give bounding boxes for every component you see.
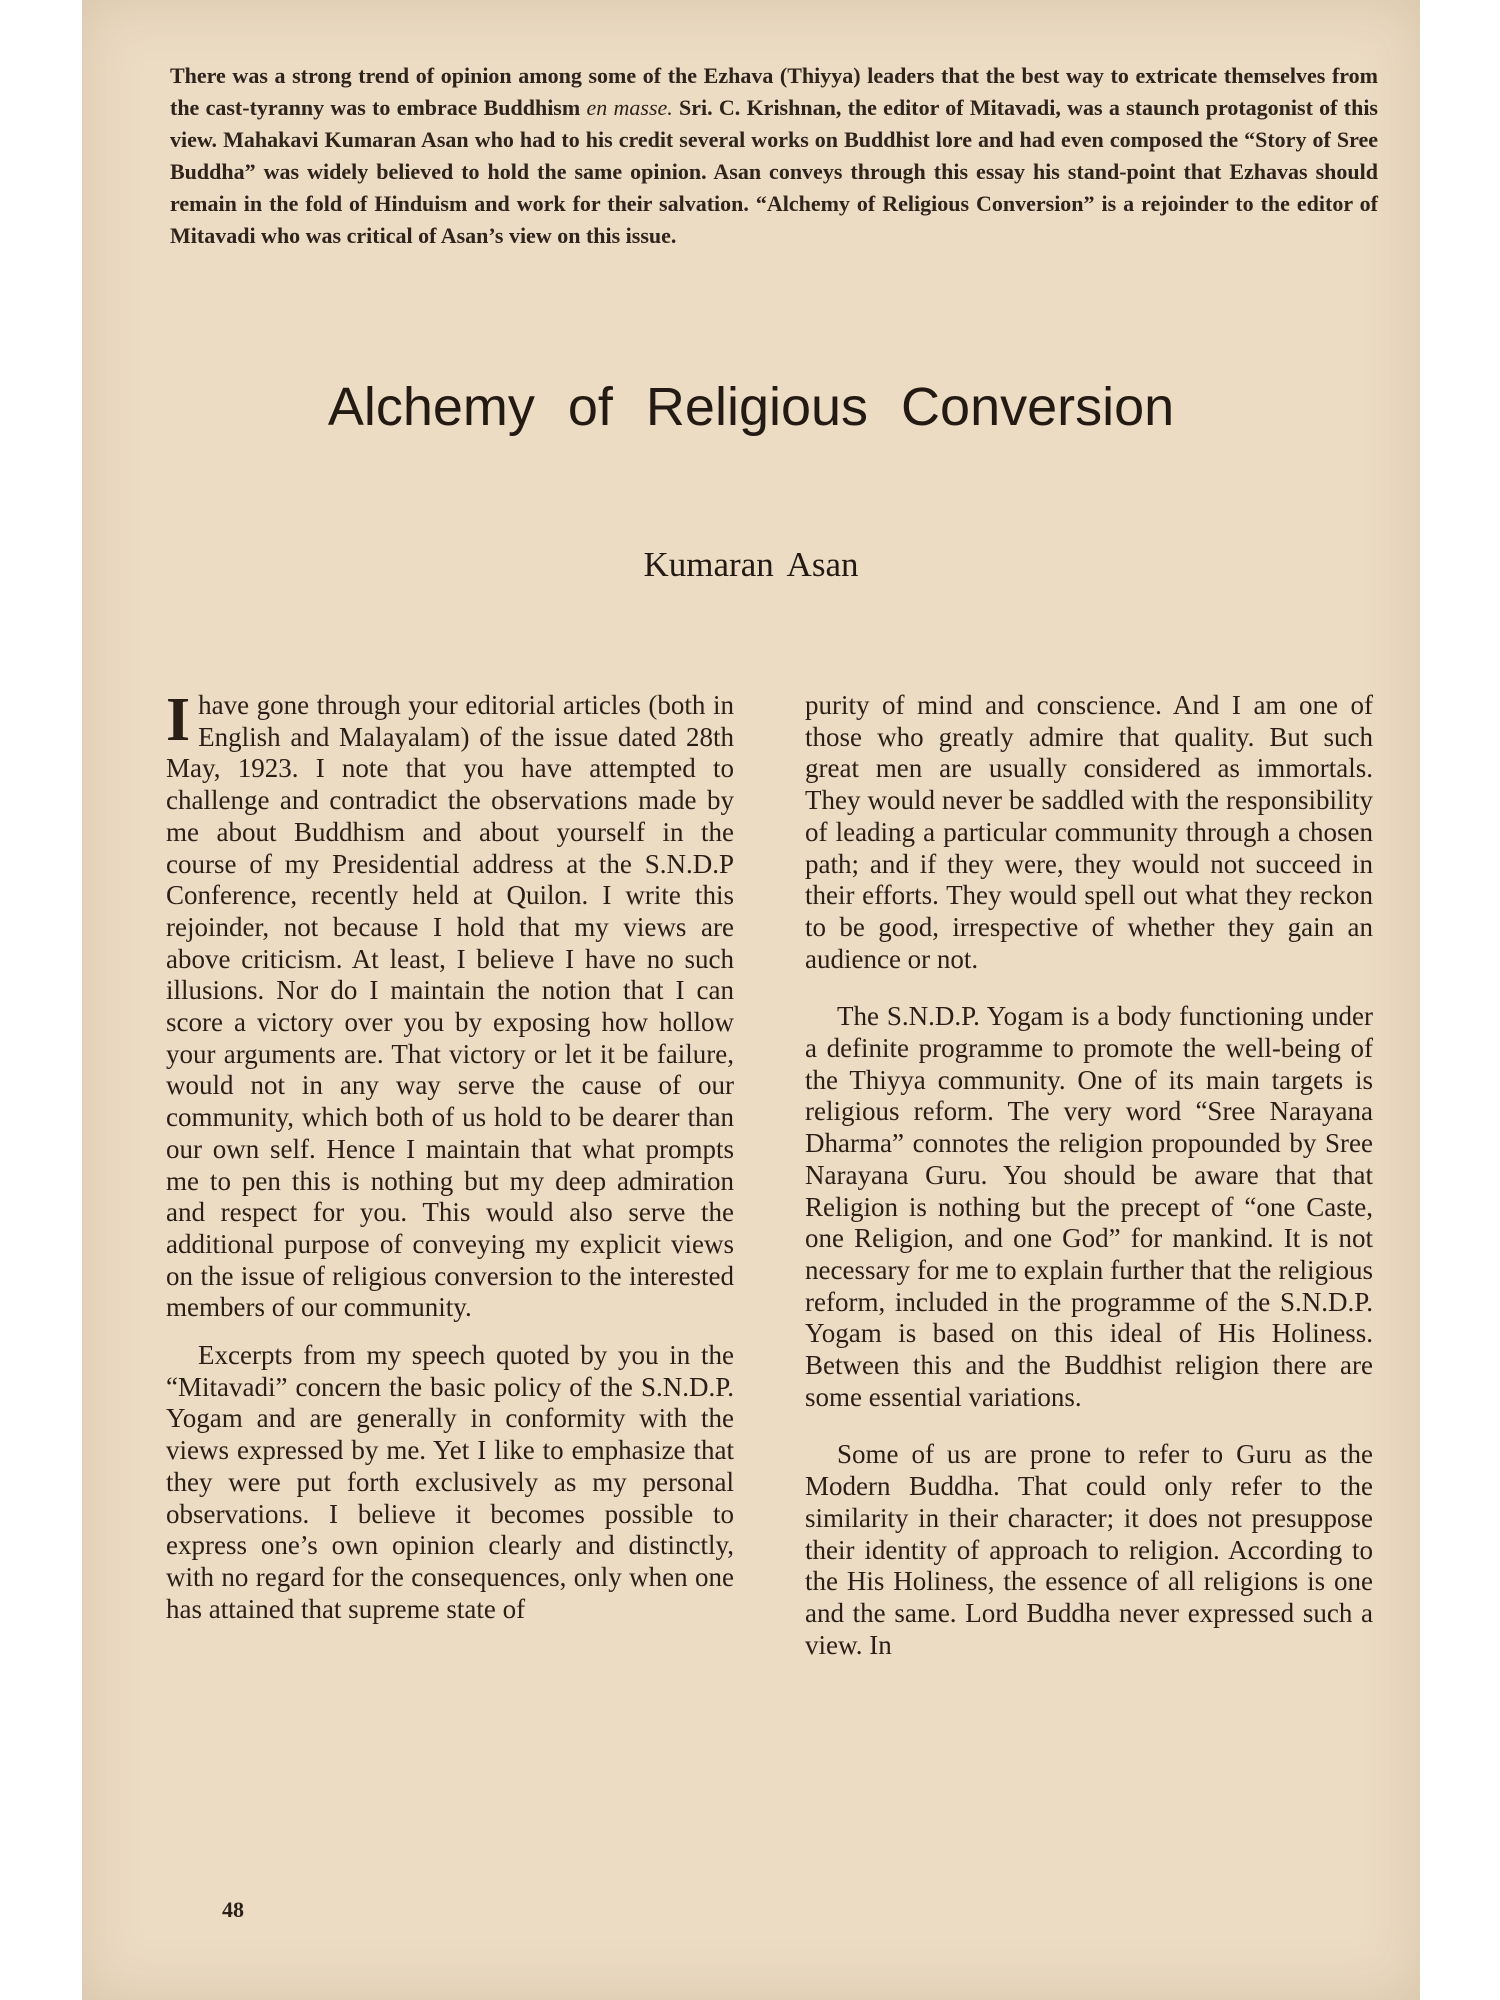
- intro-text-part-2: Sri. C. Krishnan, the editor of Mitavadi, was a staunch protagonist of this view. Mahakavi Kumaran Asan who had to his credit several works on Buddhist lore and had even composed the “Story of Sree Buddha” was widely believed to hold the same opinion. Asan conveys through this essay his stand-point that Ezhavas should remain in the fold of Hinduism and work for their salvation. “Alchemy of Religious Conversion” is a rejoinder to the editor of Mitavadi who was critical of Asan’s view on this issue.: [170, 95, 1378, 248]
- article-title: Alchemy of Religious Conversion: [327, 377, 1175, 437]
- paragraph: Some of us are prone to refer to Guru as the Modern Buddha. That could only refer to the similarity in their character; it does not presuppose their identity of approach to religion. According to the His Holiness, the essence of all religions is one and the same. Lord Buddha never expressed such a view. In: [805, 1439, 1373, 1660]
- paragraph: The S.N.D.P. Yogam is a body functioning under a definite programme to promote the well-being of the Thiyya community. One of its main targets is religious reform. The very word “Sree Narayana Dharma” connotes the religion propounded by Sree Narayana Guru. You should be aware that that Religion is nothing but the precept of “one Caste, one Religion, and one God” for mankind. It is not necessary for me to explain further that the religious reform, included in the programme of the S.N.D.P. Yogam is based on this ideal of His Holiness. Between this and the Buddhist religion there are some essential variations.: [805, 1001, 1373, 1412]
- article-author: Kumaran Asan: [643, 545, 859, 584]
- drop-cap: I: [166, 686, 191, 754]
- intro-italic-phrase: en masse.: [586, 95, 673, 120]
- paragraph: [166, 686, 734, 1324]
- magazine-page: [82, 0, 1420, 2000]
- paragraph: Excerpts from my speech quoted by you in the “Mitavadi” concern the basic policy of the S.N.D.P. Yogam and are generally in conformity with the views expressed by me. Yet I like to emphasize that they were put forth exclusively as my personal observations. I believe it becomes possible to express one’s own opinion clearly and distinctly, with no regard for the consequences, only when one has attained that supreme state of: [166, 1340, 734, 1624]
- right-column: [805, 690, 1373, 1661]
- editorial-intro-note: [170, 60, 1378, 252]
- page-number: 48: [222, 1897, 244, 1922]
- intro-text-part-1: There was a strong trend of opinion among some of the Ezhava (Thiyya) leaders that the best way to extricate themselves from the cast-tyranny was to embrace Buddhism: [170, 63, 1378, 120]
- left-column: [166, 686, 734, 1625]
- paragraph: purity of mind and conscience. And I am one of those who greatly admire that quality. But such great men are usually considered as immortals. They would never be saddled with the responsibility of leading a particular community through a chosen path; and if they were, they would not succeed in their efforts. They would spell out what they reckon to be good, irrespective of whether they gain an audience or not.: [805, 690, 1373, 974]
- paragraph-text: have gone through your editorial articles (both in English and Malayalam) of the issue dated 28th May, 1923. I note that you have attempted to challenge and contradict the observations made by me about Buddhism and about yourself in the course of my Presidential address at the S.N.D.P Conference, recently held at Quilon. I write this rejoinder, not because I hold that my views are above criticism. At least, I believe I have no such illusions. Nor do I maintain the notion that I can score a victory over you by exposing how hollow your arguments are. That victory or let it be failure, would not in any way serve the cause of our community, which both of us hold to be dearer than our own self. Hence I maintain that what prompts me to pen this is nothing but my deep admiration and respect for you. This would also serve the additional purpose of conveying my explicit views on the issue of religious conversion to the interested members of our community.: [166, 690, 734, 1323]
